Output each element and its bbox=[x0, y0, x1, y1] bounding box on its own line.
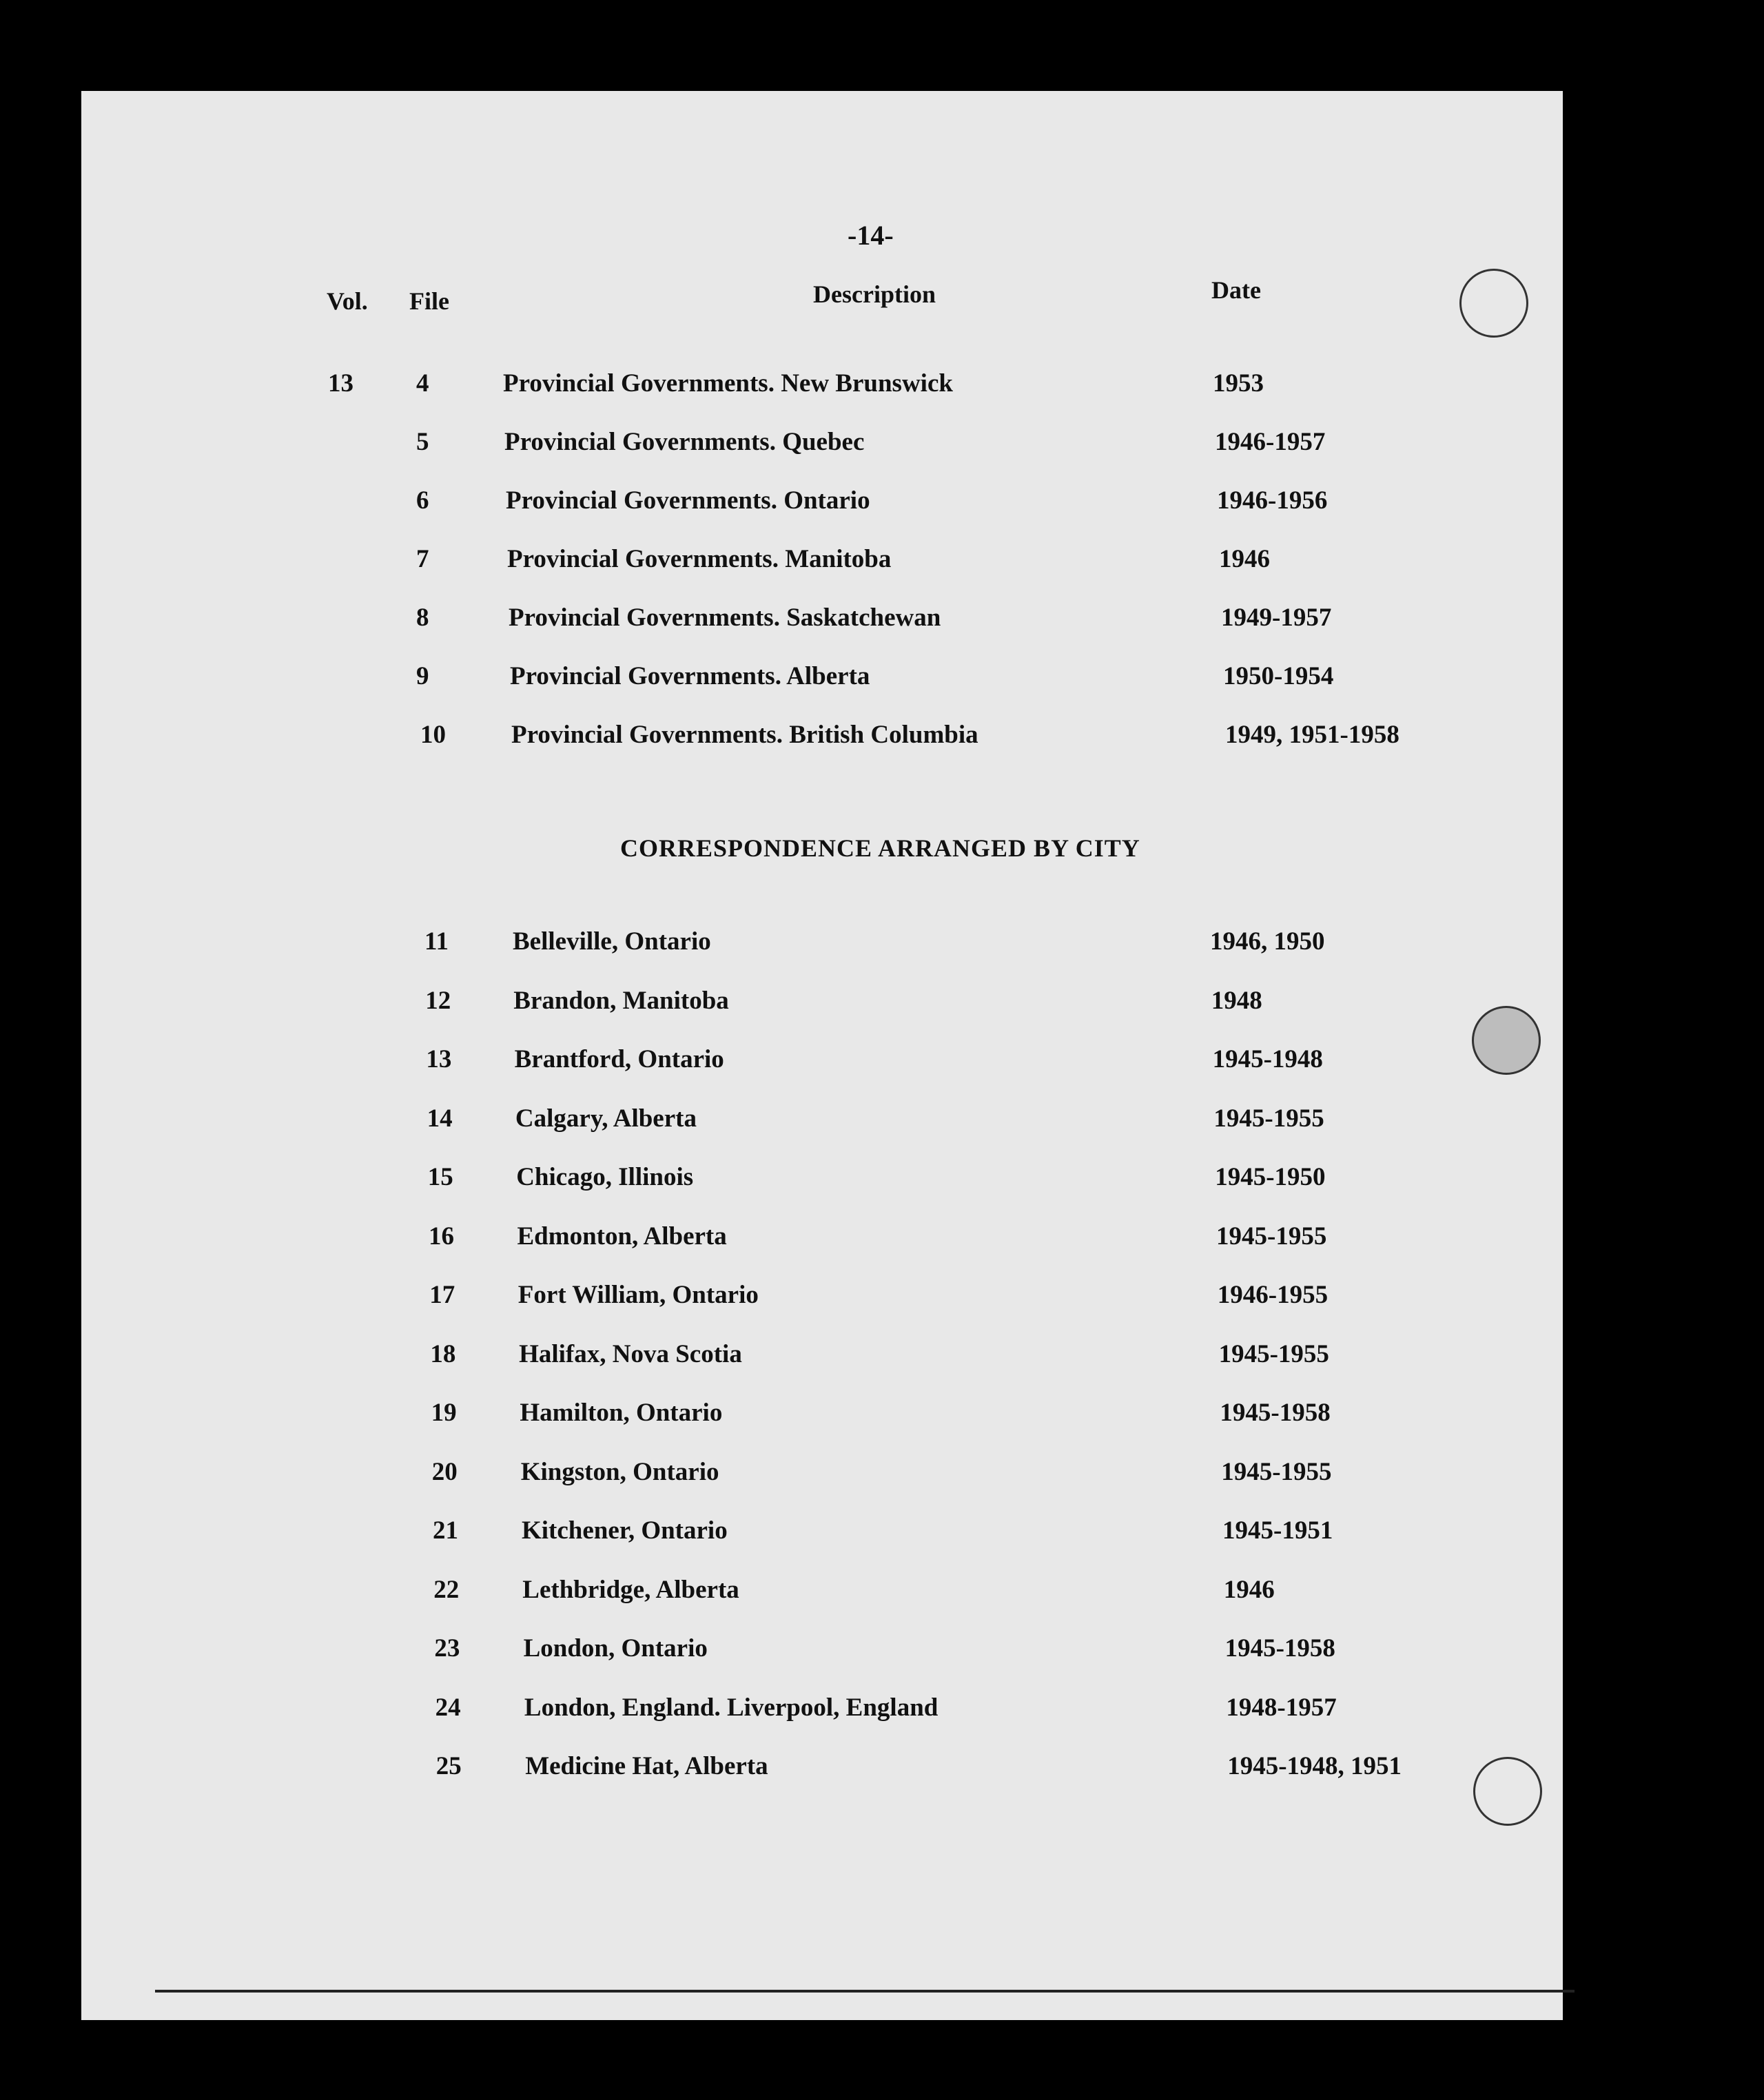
header-vol: Vol. bbox=[327, 287, 368, 315]
punch-hole-bottom bbox=[1473, 1757, 1542, 1826]
row-file: 20 bbox=[431, 1457, 458, 1486]
row-file: 7 bbox=[416, 545, 429, 573]
header-date: Date bbox=[1211, 276, 1261, 304]
row-description: Brandon, Manitoba bbox=[513, 986, 729, 1015]
row-date: 1945-1955 bbox=[1221, 1457, 1332, 1486]
row-date: 1948 bbox=[1211, 986, 1262, 1015]
row-description: Medicine Hat, Alberta bbox=[525, 1752, 768, 1780]
row-date: 1945-1955 bbox=[1216, 1222, 1327, 1250]
row-file: 8 bbox=[416, 604, 429, 632]
row-description: Provincial Governments. Alberta bbox=[510, 662, 870, 690]
row-date: 1945-1958 bbox=[1220, 1399, 1331, 1427]
row-description: Provincial Governments. British Columbia bbox=[511, 721, 978, 749]
punch-hole-middle bbox=[1472, 1006, 1541, 1075]
section-heading: CORRESPONDENCE ARRANGED BY CITY bbox=[620, 834, 1140, 862]
row-file: 19 bbox=[431, 1399, 457, 1427]
row-date: 1945-1955 bbox=[1213, 1104, 1324, 1133]
row-description: Provincial Governments. Saskatchewan bbox=[509, 604, 941, 632]
row-file: 16 bbox=[429, 1222, 454, 1250]
row-date: 1946-1957 bbox=[1215, 428, 1326, 456]
row-file: 22 bbox=[433, 1575, 460, 1604]
row-file: 10 bbox=[420, 721, 446, 749]
row-date: 1945-1948 bbox=[1212, 1045, 1323, 1073]
row-date: 1946 bbox=[1223, 1575, 1275, 1604]
row-file: 18 bbox=[430, 1339, 456, 1368]
row-description: London, Ontario bbox=[523, 1634, 708, 1662]
row-date: 1948-1957 bbox=[1226, 1693, 1337, 1722]
row-file: 15 bbox=[427, 1163, 453, 1191]
row-file: 23 bbox=[434, 1634, 460, 1662]
row-date: 1946-1956 bbox=[1217, 486, 1328, 515]
punch-hole-top bbox=[1459, 269, 1528, 338]
row-description: Belleville, Ontario bbox=[513, 927, 711, 956]
row-date: 1950-1954 bbox=[1223, 662, 1334, 690]
row-description: Fort William, Ontario bbox=[517, 1281, 759, 1309]
row-file: 4 bbox=[416, 369, 429, 398]
row-description: Lethbridge, Alberta bbox=[522, 1575, 739, 1604]
row-date: 1946-1955 bbox=[1217, 1281, 1329, 1309]
row-date: 1946, 1950 bbox=[1210, 927, 1325, 956]
row-description: Provincial Governments. Manitoba bbox=[507, 545, 892, 573]
row-description: Edmonton, Alberta bbox=[517, 1222, 727, 1250]
row-date: 1945-1948, 1951 bbox=[1227, 1752, 1402, 1780]
row-date: 1945-1955 bbox=[1218, 1339, 1329, 1368]
row-file: 9 bbox=[416, 662, 429, 690]
row-description: Halifax, Nova Scotia bbox=[519, 1339, 742, 1368]
row-file: 13 bbox=[426, 1045, 452, 1073]
row-date: 1949, 1951-1958 bbox=[1225, 721, 1399, 749]
row-description: Hamilton, Ontario bbox=[520, 1399, 723, 1427]
row-file: 11 bbox=[424, 927, 449, 956]
row-file: 24 bbox=[435, 1693, 461, 1722]
row-description: Provincial Governments. Ontario bbox=[506, 486, 870, 515]
row-file: 21 bbox=[433, 1516, 458, 1545]
row-file: 14 bbox=[427, 1104, 453, 1133]
row-description: London, England. Liverpool, England bbox=[524, 1693, 939, 1722]
row-description: Calgary, Alberta bbox=[515, 1104, 697, 1133]
row-description: Kingston, Ontario bbox=[520, 1457, 719, 1486]
row-date: 1945-1950 bbox=[1215, 1163, 1326, 1191]
row-file: 17 bbox=[429, 1281, 455, 1309]
row-file: 5 bbox=[416, 428, 429, 456]
row-date: 1949-1957 bbox=[1221, 604, 1332, 632]
row-date: 1953 bbox=[1213, 369, 1264, 398]
row-description: Provincial Governments. Quebec bbox=[504, 428, 865, 456]
row-description: Kitchener, Ontario bbox=[522, 1516, 728, 1545]
row-file: 12 bbox=[425, 986, 451, 1015]
row-date: 1945-1958 bbox=[1224, 1634, 1335, 1662]
row-file: 6 bbox=[416, 486, 429, 515]
row-description: Chicago, Illinois bbox=[516, 1163, 694, 1191]
row-date: 1945-1951 bbox=[1222, 1516, 1333, 1545]
header-file: File bbox=[409, 287, 449, 315]
row-date: 1946 bbox=[1219, 545, 1270, 573]
row-description: Provincial Governments. New Brunswick bbox=[503, 369, 953, 398]
row-file: 25 bbox=[435, 1752, 462, 1780]
bottom-rule bbox=[155, 1990, 1575, 1993]
row-vol: 13 bbox=[328, 369, 353, 398]
header-description: Description bbox=[813, 280, 936, 308]
row-description: Brantford, Ontario bbox=[514, 1045, 724, 1073]
page-number: -14- bbox=[848, 220, 894, 251]
